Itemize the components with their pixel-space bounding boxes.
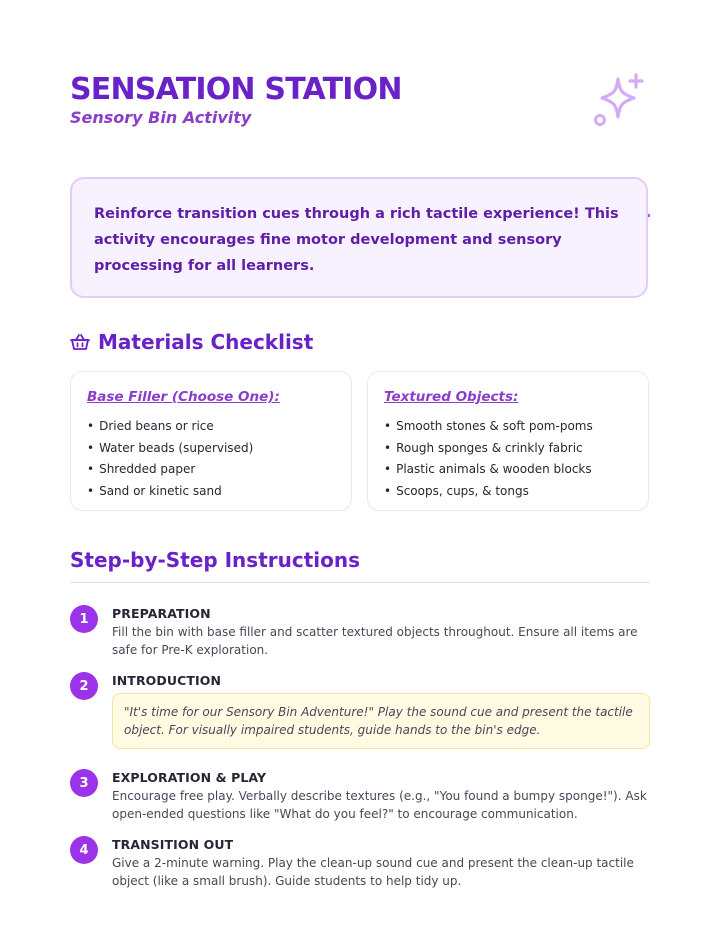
instructions-divider	[70, 582, 650, 583]
page-header	[70, 70, 650, 148]
materials-list	[384, 416, 632, 502]
instructions-heading: Step-by-Step Instructions	[70, 548, 361, 572]
step-title: INTRODUCTION	[112, 673, 222, 688]
page-title: SENSATION STATION	[70, 72, 402, 107]
list-item: • Smooth stones & soft pom-poms	[384, 416, 632, 438]
list-item: • Rough sponges & crinkly fabric	[384, 438, 632, 460]
step-title: EXPLORATION & PLAY	[112, 770, 267, 785]
list-item: • Water beads (supervised)	[87, 438, 335, 460]
card-title: Textured Objects:	[384, 389, 519, 405]
step-description: Fill the bin with base filler and scatter textured objects throughout. Ensure all items are safe for Pre-K exploration.	[112, 625, 638, 657]
list-item: • Dried beans or rice	[87, 416, 335, 438]
step-number-badge: 1	[70, 605, 98, 633]
step-body	[112, 605, 650, 659]
card-title: Base Filler (Choose One):	[87, 389, 280, 405]
script-quote: "It's time for our Sensory Bin Adventure!" Play the sound cue and present the tactile object. For visually impaired students, guide hands to the bin's edge.	[124, 705, 633, 737]
step-description: Give a 2-minute warning. Play the clean-up sound cue and present the clean-up tactile object (like a small brush). Guide students to help tidy up.	[112, 856, 634, 888]
sparkle-icon	[592, 72, 648, 128]
step-title: TRANSITION OUT	[112, 837, 234, 852]
step-title: PREPARATION	[112, 606, 211, 621]
list-item: • Scoops, cups, & tongs	[384, 481, 632, 503]
list-item: • Plastic animals & wooden blocks	[384, 459, 632, 481]
step-number-badge: 4	[70, 836, 98, 864]
step-body	[112, 769, 650, 823]
materials-card-textured-objects	[367, 371, 649, 511]
basket-icon	[70, 333, 90, 351]
step-body	[112, 672, 650, 749]
materials-heading	[70, 328, 313, 356]
intro-text: Reinforce transition cues through a rich tactile experience! This activity encourages fine motor development and sensory processing for all learners.	[94, 206, 619, 274]
intro-callout	[70, 177, 648, 298]
list-item: • Sand or kinetic sand	[87, 481, 335, 503]
step-number-badge: 3	[70, 769, 98, 797]
script-quote-box	[112, 693, 650, 749]
step-body	[112, 836, 650, 890]
materials-card-base-filler	[70, 371, 352, 511]
page-subtitle: Sensory Bin Activity	[70, 108, 252, 127]
step-description: Encourage free play. Verbally describe textures (e.g., "You found a bumpy sponge!"). Ask open-ended questions like "What do you feel?" to encourage communication.	[112, 789, 647, 821]
step-number-badge: 2	[70, 672, 98, 700]
list-item: • Shredded paper	[87, 459, 335, 481]
materials-list	[87, 416, 335, 502]
materials-title: Materials Checklist	[98, 330, 314, 354]
